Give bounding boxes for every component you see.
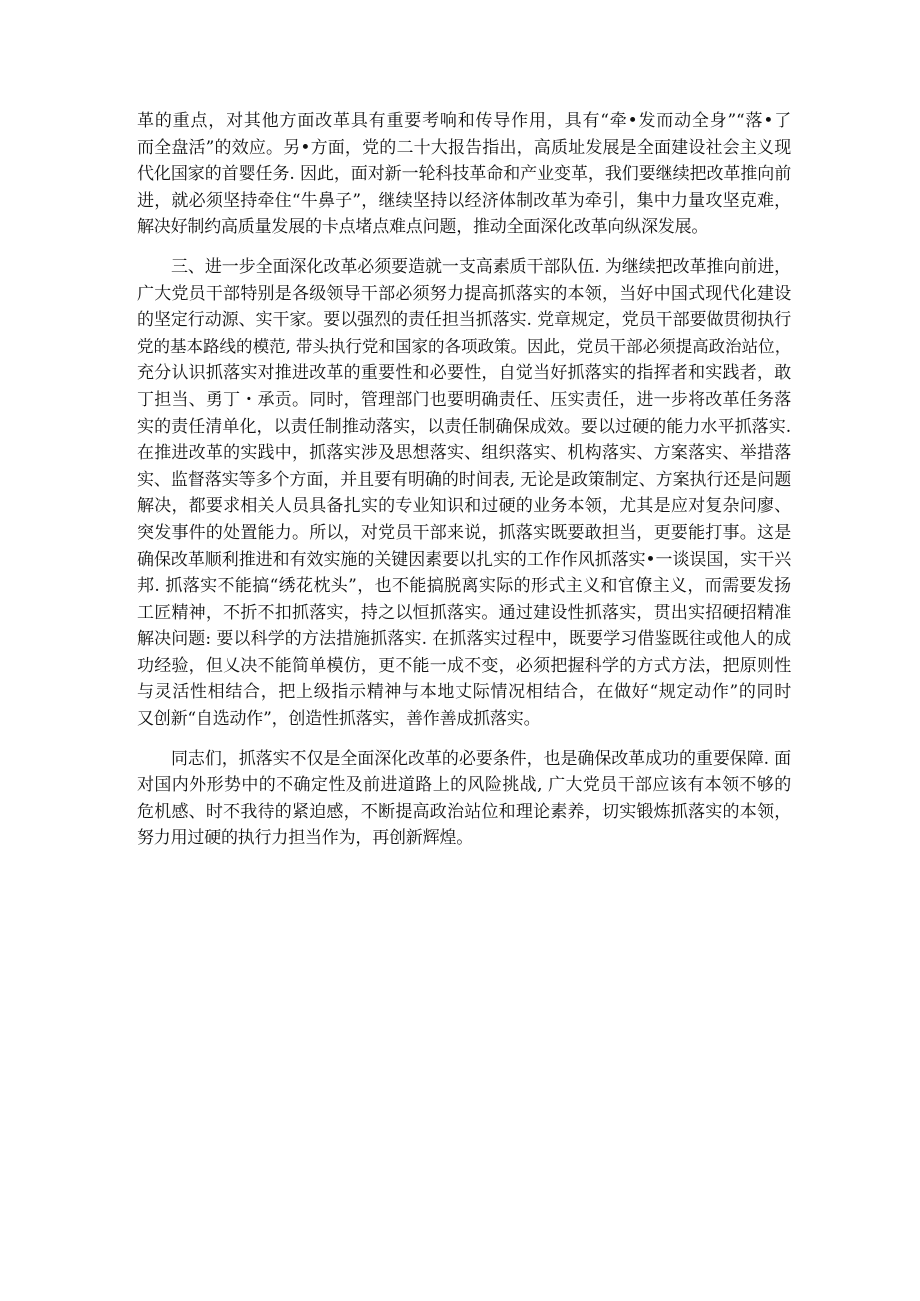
text-line: 同志们，抓落实不仅是全面深化改革的必要条件，也是确保改革成功的重要保障. 面 [171, 748, 791, 769]
paragraph-2 [137, 254, 791, 733]
text-line: 党的基本路线的模范, 带头执行党和国家的各项政策。因此，党员干部必须提高政治站位， [137, 336, 791, 356]
text-line: 与灵活性相结合，把上级指示精神与本地丈际情况相结合，在做好“规定动作”的同时 [137, 682, 791, 703]
text-line: 对国内外形势中的不确定性及前进道路上的风险挑战, 广大党员干部应该有本领不够的 [137, 775, 791, 796]
text-line: 解决好制约高质量发展的卡点堵点难点问题，推动全面深化改革向纵深发展。 [137, 217, 709, 238]
text-line: 邦. 抓落实不能搞“绣花枕头”，也不能搞脱离实际的形式主义和官僚主义，而需要发扬 [137, 576, 791, 597]
text-line: 广大党员干部特别是各级领导干部必须努力提高抓落实的本领，当好中国式现代化建设 [137, 283, 791, 304]
paragraph-1 [137, 108, 791, 241]
text-line: 进，就必须坚持牵住“牛鼻子”，继续坚持以经济体制改革为牵引，集中力量攻坚克难， [137, 190, 791, 211]
text-line: 而全盘活”的效应。另•方面，党的二十大报告指出，高质址发展是全面建设社会主义现 [137, 137, 791, 158]
text-line: 代化国家的首婴任务. 因此，面对新一轮科技革命和产业变革，我们要继续把改革推向前 [137, 164, 791, 185]
text-line: 实的责任清单化，以责任制推动落实，以责任制确保成效。要以过硬的能力水平抓落实. [137, 416, 791, 437]
text-line: 功经验，但乂决不能简单模仿，更不能一成不变，必须把握科学的方式方法，把原则性 [137, 655, 791, 676]
text-line: 解决问题: 要以科学的方法措施抓落实. 在抓落实过程中，既要学习借鉴既往或他人的成 [137, 629, 791, 650]
text-line: 的坚定行动源、实干家。要以强烈的责任担当抓落实. 党章规定，党员干部要做贯彻执行 [137, 310, 791, 331]
text-line: 在推进改革的实践中，抓落实涉及思想落实、组织落实、机构落实、方案落实、举措落 [137, 443, 791, 464]
text-line: 危机感、时不我待的紧迫感，不断提高政治站位和理论素养，切实锻炼抓落实的本领， [137, 801, 791, 822]
text-line: 革的重点，对其他方面改革具有重要考响和传导作用，具有“牵•发而动全身”“落•了 [137, 111, 791, 131]
text-line: 三、进一步全面深化改革必须要造就一支高素质干部队伍. 为继续把改革推向前进， [171, 256, 791, 277]
text-line: 实、监督落实等多个方面，并且要有明确的时间表, 无论是政策制定、方案执行还是问题 [137, 469, 791, 490]
text-line: 确保改革顺利推进和有效实施的关键因素要以扎实的工作作风抓落实•一谈误国，实干兴 [137, 549, 791, 570]
text-line: 突发事件的处置能力。所以，对党员干部来说，抓落实既要敢担当，更要能打事。这是 [137, 522, 791, 543]
document-body [137, 108, 791, 865]
text-line: 工匠精神，不折不扣抓落实，持之以恒抓落实。通过建设性抓落实，贯出实招硬招精准 [137, 602, 791, 623]
text-line: 丁担当、勇丁・承贡。同时，管理部门也要明确责任、压实责任，进一步将改革任务落 [137, 389, 791, 410]
text-line: 又创新“自选动作”，创造性抓落实，善作善成抓落实。 [137, 709, 541, 730]
text-line: 努力用过硬的执行力担当作为，再创新辉煌。 [137, 828, 473, 849]
paragraph-3 [137, 746, 791, 852]
text-line: 充分认识抓落实对推进改革的重要性和必要性，自觉当好抓落实的指挥者和实践者，敢 [137, 363, 791, 384]
text-line: 解决，都要求相关人员具备扎实的专业知识和过硬的业务本领，尤其是应对复杂问廖、 [137, 496, 791, 517]
